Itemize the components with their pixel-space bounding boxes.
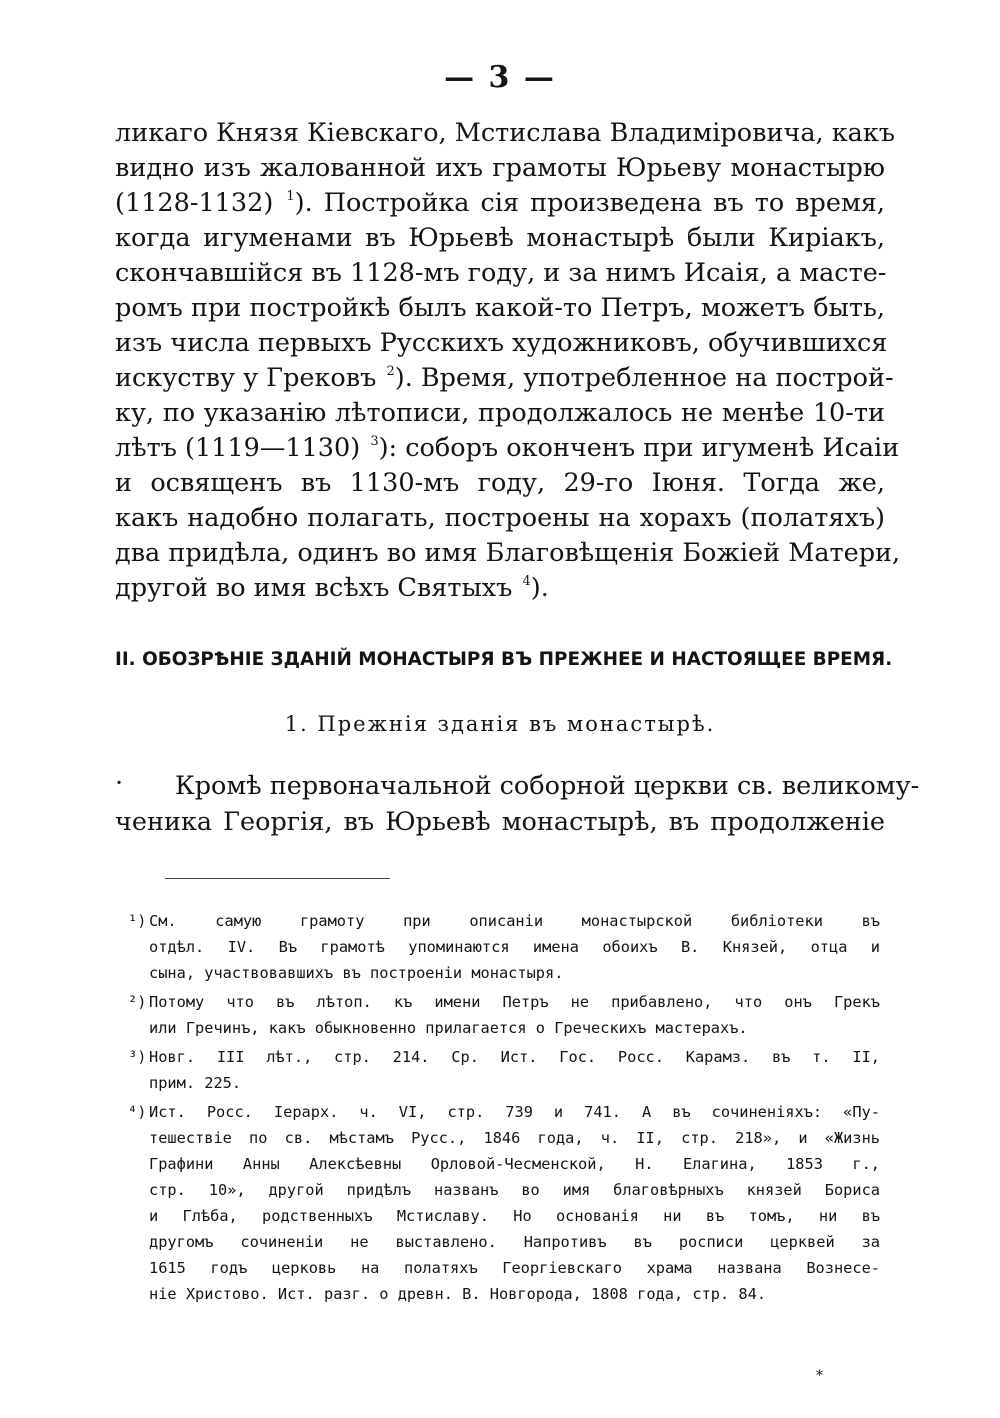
body-line: ромъ при постройкѣ былъ какой-то Петръ, можетъ быть, bbox=[115, 293, 885, 323]
footnote-line: и Глѣба, родственныхъ Мстиславу. Но основанія ни въ томъ, ни въ bbox=[149, 1207, 880, 1225]
body-line: когда игуменами въ Юрьевѣ монастырѣ были Киріакъ, bbox=[115, 223, 885, 253]
body-line: (1128-1132) $^1$). Постройка сія произведена въ то время, bbox=[115, 188, 885, 218]
body-line: скончавшійся въ 1128-мъ году, и за нимъ Исаія, а масте- bbox=[115, 258, 887, 288]
body-line: другой во имя всѣхъ Святыхъ $^4$). bbox=[115, 573, 549, 603]
footnote-line: тешествіе по св. мѣстамъ Русс., 1846 года, ч. II, стр. 218», и «Жизнь bbox=[149, 1129, 880, 1147]
body-line: и освященъ въ 1130-мъ году, 29-го Іюня. Тогда же, bbox=[115, 468, 885, 498]
body-line: два придѣла, одинъ во имя Благовѣщенія Божіей Матери, bbox=[115, 538, 901, 568]
body-line: искуству у Грековъ $^2$). Время, употребленное на построй- bbox=[115, 363, 894, 393]
body-line: Кромѣ первоначальной соборной церкви св. великому- bbox=[175, 771, 920, 801]
page-number: — 3 — bbox=[444, 60, 556, 95]
footnote-line: Новг. III лѣт., стр. 214. Ср. Ист. Гос. Росс. Карамз. въ т. II, bbox=[149, 1048, 880, 1066]
second-paragraph bbox=[115, 768, 920, 840]
footnote-line: другомъ сочиненіи не выставлено. Напротивъ въ росписи церквей за bbox=[149, 1233, 880, 1251]
body-line: изъ числа первыхъ Русскихъ художниковъ, обучившихся bbox=[115, 328, 888, 358]
footnote-line: Потому что въ лѣтоп. къ имени Петръ не прибавлено, что онъ Грекъ bbox=[149, 993, 880, 1011]
body-line: какъ надобно полагать, построены на хорахъ (полатяхъ) bbox=[115, 503, 885, 533]
body-line: ченика Георгія, въ Юрьевѣ монастырѣ, въ продолженіе bbox=[115, 807, 885, 837]
body-line: видно изъ жалованной ихъ грамоты Юрьеву монастырю bbox=[115, 153, 885, 183]
bullet-mark: · bbox=[115, 768, 124, 798]
footnote-mark: ²) bbox=[128, 993, 147, 1011]
footnotes bbox=[128, 908, 880, 1307]
footnote-mark: ⁴) bbox=[128, 1103, 147, 1121]
footnote-line: или Гречинъ, какъ обыкновенно прилагается о Греческихъ мастерахъ. bbox=[149, 1019, 748, 1037]
footnote-mark: ³) bbox=[128, 1048, 147, 1066]
footnote-line: Ист. Росс. Іерарх. ч. VI, стр. 739 и 741. А въ сочиненіяхъ: «Пу- bbox=[149, 1103, 880, 1121]
section-heading: II. ОБОЗРѢНІЕ ЗДАНІЙ МОНАСТЫРЯ ВЪ ПРЕЖНЕЕ И НАСТОЯЩЕЕ ВРЕМЯ. bbox=[115, 649, 893, 670]
footnote-line: См. самую грамоту при описаніи монастырской библіотеки въ bbox=[149, 912, 880, 930]
body-line: лѣтъ (1119—1130) $^3$): соборъ оконченъ при игуменѣ Исаіи bbox=[115, 433, 900, 463]
printer-mark: * bbox=[816, 1368, 823, 1384]
body-line: ку, по указанію лѣтописи, продолжалось не менѣе 10-ти bbox=[115, 398, 885, 428]
footnote-divider bbox=[165, 878, 390, 879]
footnote-4 bbox=[128, 1099, 880, 1307]
body-paragraph bbox=[115, 116, 901, 606]
footnote-1 bbox=[128, 908, 880, 986]
footnote-line: прим. 225. bbox=[149, 1074, 242, 1092]
footnote-line: 1615 годъ церковь на полатяхъ Георгіевскаго храма названа Вознесе- bbox=[149, 1259, 880, 1277]
footnote-mark: ¹) bbox=[128, 912, 147, 930]
footnote-line: сына, участвовавшихъ въ построеніи монастыря. bbox=[149, 964, 564, 982]
footnote-line: Графини Анны Алексѣевны Орловой-Чесменской, Н. Елагина, 1853 г., bbox=[149, 1155, 880, 1173]
footnote-line: стр. 10», другой придѣлъ названъ во имя благовѣрныхъ князей Бориса bbox=[149, 1181, 880, 1199]
footnote-line: ніе Христово. Ист. разг. о древн. В. Новгорода, 1808 года, стр. 84. bbox=[149, 1285, 767, 1303]
body-line: ликаго Князя Кіевскаго, Мстислава Владиміровича, какъ bbox=[115, 118, 896, 148]
sub-heading: 1. Прежнія зданія въ монастырѣ. bbox=[284, 712, 716, 736]
footnote-line: отдѣл. IV. Въ грамотѣ упоминаются имена обоихъ В. Князей, отца и bbox=[149, 938, 880, 956]
footnote-2 bbox=[128, 989, 880, 1041]
footnote-3 bbox=[128, 1044, 880, 1096]
